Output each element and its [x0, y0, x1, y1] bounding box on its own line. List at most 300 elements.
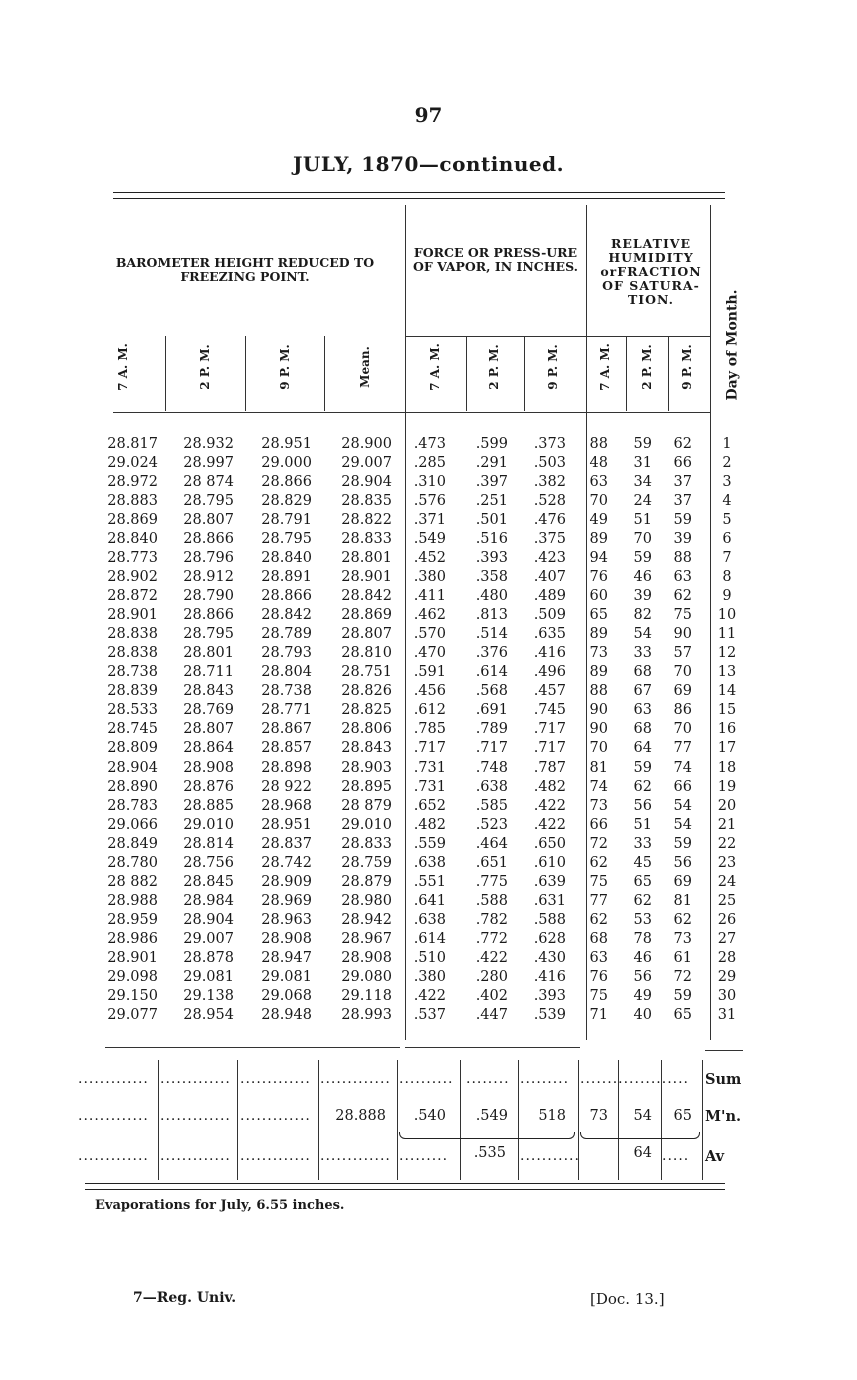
day-cell: 2 [722, 455, 732, 472]
day-cell: 6 [722, 531, 732, 548]
table-cell: 28.773 [107, 550, 158, 567]
sum-label: Sum [705, 1071, 742, 1088]
day-cell: 5 [722, 512, 732, 529]
sum-div-5 [460, 1060, 461, 1180]
table-cell: 29.081 [183, 968, 234, 985]
table-cell: .549 [413, 531, 446, 548]
table-cell: 54 [673, 797, 692, 814]
table-cell: 29.000 [261, 455, 312, 472]
table-cell: 28.795 [261, 531, 312, 548]
table-cell: 75 [673, 607, 692, 624]
table-cell: 88 [589, 683, 608, 700]
col-header-hum-2pm: 2 P. M. [640, 344, 654, 390]
table-cell: 39 [673, 531, 692, 548]
col-div-2 [245, 336, 246, 411]
table-cell: 29.007 [183, 930, 234, 947]
table-cell: 31 [633, 455, 652, 472]
humidity-header: RELATIVE HUMIDITY orFRACTION OF SATURA-TION. [600, 236, 702, 307]
sum-dots: ......... [520, 1071, 570, 1087]
col-header-baro-7am: 7 A. M. [116, 343, 130, 391]
table-cell: 28.866 [183, 531, 234, 548]
table-cell: 70 [633, 531, 652, 548]
day-cell: 16 [717, 721, 737, 738]
day-cell: 23 [717, 854, 737, 871]
table-cell: .482 [413, 816, 446, 833]
table-cell: 59 [673, 987, 692, 1004]
table-cell: 73 [673, 930, 692, 947]
day-cell: 24 [717, 873, 737, 890]
table-cell: 28.769 [183, 702, 234, 719]
table-cell: .638 [413, 911, 446, 928]
table-cell: 57 [673, 645, 692, 662]
table-cell: 89 [589, 531, 608, 548]
table-cell: .651 [475, 854, 508, 871]
table-cell: .614 [413, 930, 446, 947]
table-cell: 28.796 [183, 550, 234, 567]
table-cell: 28 879 [341, 797, 392, 814]
day-cell: 27 [717, 930, 737, 947]
table-cell: 70 [673, 721, 692, 738]
table-cell: .470 [413, 645, 446, 662]
day-cell: 28 [717, 949, 737, 966]
table-cell: .503 [533, 455, 566, 472]
day-cell: 26 [717, 911, 737, 928]
table-cell: .480 [475, 588, 508, 605]
table-cell: .588 [475, 892, 508, 909]
day-cell: 10 [717, 607, 737, 624]
table-cell: 28.972 [107, 474, 158, 491]
table-cell: 88 [589, 436, 608, 452]
sum-div-3 [318, 1060, 319, 1180]
table-cell: .631 [533, 892, 566, 909]
table-cell: 28.742 [261, 854, 312, 871]
table-cell: .510 [413, 949, 446, 966]
table-cell: 75 [589, 873, 608, 890]
table-cell: 28.904 [107, 759, 158, 776]
table-cell: 28.829 [261, 493, 312, 510]
table-cell: 54 [673, 816, 692, 833]
table-cell: .464 [475, 835, 508, 852]
table-cell: 62 [589, 854, 608, 871]
table-cell: .591 [413, 664, 446, 681]
table-cell: .482 [533, 778, 566, 795]
table-cell: .380 [413, 569, 446, 586]
table-cell: .501 [475, 512, 508, 529]
table-cell: 28.902 [107, 569, 158, 586]
day-cell: 1 [722, 436, 732, 452]
table-cell: 70 [589, 493, 608, 510]
table-cell: 28.867 [261, 721, 312, 738]
table-cell: .473 [413, 436, 446, 452]
avg-dots: ......... [399, 1148, 449, 1164]
day-cell: 31 [717, 1006, 737, 1023]
table-cell: 28.898 [261, 759, 312, 776]
day-cell: 29 [717, 968, 737, 985]
table-cell: 28.783 [107, 797, 158, 814]
table-cell: 28.869 [107, 512, 158, 529]
table-cell: 28.947 [261, 949, 312, 966]
table-cell: 28.967 [341, 930, 392, 947]
avg-label: Av [705, 1148, 725, 1165]
table-cell: .717 [533, 721, 566, 738]
table-cell: .380 [413, 968, 446, 985]
table-cell: .422 [413, 987, 446, 1004]
table-cell: 45 [633, 854, 652, 871]
table-cell: .576 [413, 493, 446, 510]
table-cell: .775 [475, 873, 508, 890]
day-cell: 8 [722, 569, 732, 586]
table-cell: 28.809 [107, 740, 158, 757]
table-cell: 56 [673, 854, 692, 871]
avg-dots: ............. [320, 1148, 391, 1164]
day-cell: 7 [722, 550, 732, 567]
col-div-6 [626, 336, 627, 411]
table-cell: 28.866 [261, 474, 312, 491]
bottom-rule [85, 1183, 725, 1184]
table-cell: 28.969 [261, 892, 312, 909]
table-cell: 28.738 [261, 683, 312, 700]
sum-dots: ............. [320, 1071, 391, 1087]
table-cell: 77 [673, 740, 692, 757]
table-cell: .731 [413, 778, 446, 795]
table-cell: 28.866 [261, 588, 312, 605]
table-cell: 53 [633, 911, 652, 928]
table-cell: 28.833 [341, 531, 392, 548]
table-cell: .559 [413, 835, 446, 852]
table-cell: .376 [475, 645, 508, 662]
mean-label: M'n. [705, 1108, 742, 1125]
table-cell: 65 [673, 1006, 692, 1023]
table-cell: .813 [475, 607, 508, 624]
table-cell: .772 [475, 930, 508, 947]
col-div-5 [524, 336, 525, 411]
table-cell: .639 [533, 873, 566, 890]
table-cell: 29.077 [107, 1006, 158, 1023]
table-cell: .635 [533, 626, 566, 643]
mean-dots: ............. [240, 1108, 311, 1124]
table-cell: 28.837 [261, 835, 312, 852]
table-cell: 28.878 [183, 949, 234, 966]
table-cell: 29.010 [183, 816, 234, 833]
table-cell: 28.866 [183, 607, 234, 624]
table-cell: 28.793 [261, 645, 312, 662]
table-cell: 61 [673, 949, 692, 966]
table-cell: 28.789 [261, 626, 312, 643]
sum-dots: ........ [466, 1071, 510, 1087]
table-cell: .280 [475, 968, 508, 985]
table-cell: 65 [589, 607, 608, 624]
table-cell: .407 [533, 569, 566, 586]
table-cell: 28.845 [183, 873, 234, 890]
table-cell: 28.810 [341, 645, 392, 662]
mean-hum-9pm: 65 [673, 1108, 692, 1124]
sum-div-10 [702, 1060, 703, 1180]
table-cell: .422 [533, 797, 566, 814]
table-cell: 54 [633, 626, 652, 643]
table-cell: 71 [589, 1006, 608, 1023]
table-cell: 62 [633, 778, 652, 795]
table-cell: .457 [533, 683, 566, 700]
table-cell: 82 [633, 607, 652, 624]
table-cell: .411 [413, 588, 446, 605]
table-cell: 56 [633, 797, 652, 814]
table-cell: 62 [589, 911, 608, 928]
table-cell: 28.895 [341, 778, 392, 795]
table-cell: 66 [673, 455, 692, 472]
table-cell: .489 [533, 588, 566, 605]
table-cell: 28.908 [183, 759, 234, 776]
table-cell: .641 [413, 892, 446, 909]
table-cell: .371 [413, 512, 446, 529]
col-header-baro-9pm: 9 P. M. [278, 344, 292, 390]
table-cell: 28.864 [183, 740, 234, 757]
table-cell: 28.801 [341, 550, 392, 567]
table-cell: 29.007 [341, 455, 392, 472]
table-cell: 24 [633, 493, 652, 510]
table-cell: .310 [413, 474, 446, 491]
mean-hum-7am: 73 [589, 1108, 608, 1124]
table-cell: .789 [475, 721, 508, 738]
table-cell: .638 [413, 854, 446, 871]
table-cell: 28.801 [183, 645, 234, 662]
table-cell: 67 [633, 683, 652, 700]
bottom-rule-2 [85, 1189, 725, 1190]
table-cell: 28.795 [183, 493, 234, 510]
col-header-baro-mean: Mean. [358, 346, 372, 388]
table-cell: 70 [673, 664, 692, 681]
table-cell: .745 [533, 702, 566, 719]
table-cell: .638 [475, 778, 508, 795]
table-cell: 46 [633, 569, 652, 586]
table-cell: 28.904 [341, 474, 392, 491]
footer-right: [Doc. 13.] [590, 1290, 665, 1308]
table-cell: 28.904 [183, 911, 234, 928]
table-cell: 28.817 [107, 436, 158, 452]
table-cell: 28.951 [261, 436, 312, 452]
day-cell: 17 [717, 740, 737, 757]
day-cell: 9 [722, 588, 732, 605]
table-cell: .785 [413, 721, 446, 738]
table-cell: 68 [589, 930, 608, 947]
table-cell: 33 [633, 835, 652, 852]
table-cell: .568 [475, 683, 508, 700]
table-cell: 28.942 [341, 911, 392, 928]
table-cell: 46 [633, 949, 652, 966]
sum-div-1 [158, 1060, 159, 1180]
table-cell: .717 [533, 740, 566, 757]
table-cell: 28.984 [183, 892, 234, 909]
day-cell: 13 [717, 664, 737, 681]
day-cell: 25 [717, 892, 737, 909]
table-cell: 28.833 [341, 835, 392, 852]
table-cell: .516 [475, 531, 508, 548]
table-cell: 28.932 [183, 436, 234, 452]
table-cell: 59 [633, 759, 652, 776]
table-cell: 28.825 [341, 702, 392, 719]
table-cell: .509 [533, 607, 566, 624]
avg-dots: ..... [662, 1148, 690, 1164]
table-cell: 62 [673, 911, 692, 928]
table-cell: .782 [475, 911, 508, 928]
table-cell: 37 [673, 474, 692, 491]
table-cell: 28.826 [341, 683, 392, 700]
table-cell: 28.807 [183, 512, 234, 529]
col-header-vapor-7am: 7 A. M. [428, 343, 442, 391]
table-cell: 28.839 [107, 683, 158, 700]
table-cell: .523 [475, 816, 508, 833]
table-cell: 34 [633, 474, 652, 491]
table-cell: .612 [413, 702, 446, 719]
table-cell: 28.804 [261, 664, 312, 681]
sum-dots: ............. [78, 1071, 149, 1087]
table-cell: .476 [533, 512, 566, 529]
table-cell: 28.759 [341, 854, 392, 871]
table-cell: 28.756 [183, 854, 234, 871]
table-cell: 28.951 [261, 816, 312, 833]
table-cell: 90 [673, 626, 692, 643]
table-cell: 28.771 [261, 702, 312, 719]
table-cell: 40 [633, 1006, 652, 1023]
table-cell: 28.857 [261, 740, 312, 757]
table-cell: 28.806 [341, 721, 392, 738]
table-cell: 89 [589, 664, 608, 681]
table-cell: 28.903 [341, 759, 392, 776]
day-cell: 14 [717, 683, 737, 700]
table-cell: 28.876 [183, 778, 234, 795]
avg-dots: ............. [78, 1148, 149, 1164]
table-cell: 33 [633, 645, 652, 662]
table-cell: .717 [475, 740, 508, 757]
table-cell: .610 [533, 854, 566, 871]
table-cell: 81 [589, 759, 608, 776]
table-cell: 28.533 [107, 702, 158, 719]
table-cell: 62 [673, 436, 692, 452]
table-cell: 28.822 [341, 512, 392, 529]
col-div-7 [668, 336, 669, 411]
table-cell: .393 [475, 550, 508, 567]
table-cell: .422 [533, 816, 566, 833]
vapor-brace [399, 1132, 575, 1139]
table-cell: 94 [589, 550, 608, 567]
day-cell: 11 [717, 626, 737, 643]
mean-dots: ............. [160, 1108, 231, 1124]
footer-rule-baro [105, 1047, 400, 1048]
table-cell: .423 [533, 550, 566, 567]
avg-dots: ............. [160, 1148, 231, 1164]
table-cell: 28.901 [107, 607, 158, 624]
table-cell: 69 [673, 873, 692, 890]
table-cell: 29.068 [261, 987, 312, 1004]
table-cell: 28.838 [107, 626, 158, 643]
table-cell: 81 [673, 892, 692, 909]
avg-humidity: 64 [633, 1145, 652, 1161]
table-cell: 28.959 [107, 911, 158, 928]
table-cell: 29.024 [107, 455, 158, 472]
sum-div-6 [518, 1060, 519, 1180]
mean-vapor-9pm: 518 [538, 1108, 566, 1124]
col-div-3 [324, 336, 325, 411]
table-cell: 28.840 [107, 531, 158, 548]
table-cell: 28.835 [341, 493, 392, 510]
table-cell: 68 [633, 664, 652, 681]
table-cell: 28.980 [341, 892, 392, 909]
table-cell: 65 [633, 873, 652, 890]
table-cell: .447 [475, 1006, 508, 1023]
table-cell: 59 [673, 835, 692, 852]
table-cell: 28.814 [183, 835, 234, 852]
table-cell: .539 [533, 1006, 566, 1023]
table-cell: 28.843 [183, 683, 234, 700]
sum-dots: ............. [240, 1071, 311, 1087]
table-cell: .285 [413, 455, 446, 472]
col-div-4 [466, 336, 467, 411]
table-cell: 28.954 [183, 1006, 234, 1023]
table-cell: .588 [533, 911, 566, 928]
table-cell: 29.066 [107, 816, 158, 833]
table-cell: 28.790 [183, 588, 234, 605]
table-cell: 28.842 [261, 607, 312, 624]
table-cell: .570 [413, 626, 446, 643]
table-cell: .691 [475, 702, 508, 719]
table-cell: .585 [475, 797, 508, 814]
table-cell: .358 [475, 569, 508, 586]
table-cell: .375 [533, 531, 566, 548]
table-cell: 37 [673, 493, 692, 510]
table-cell: 28.780 [107, 854, 158, 871]
table-cell: .416 [533, 968, 566, 985]
col-header-vapor-2pm: 2 P. M. [487, 344, 501, 390]
table-cell: 59 [633, 436, 652, 452]
table-cell: 28.807 [183, 721, 234, 738]
day-cell: 20 [717, 797, 737, 814]
day-cell: 19 [717, 778, 737, 795]
table-cell: 29.010 [341, 816, 392, 833]
table-cell: .551 [413, 873, 446, 890]
table-cell: 70 [589, 740, 608, 757]
table-cell: 49 [589, 512, 608, 529]
table-cell: 28.745 [107, 721, 158, 738]
table-cell: 28.908 [261, 930, 312, 947]
table-cell: .456 [413, 683, 446, 700]
humidity-brace [580, 1132, 700, 1139]
day-cell: 15 [717, 702, 737, 719]
evaporation-note: Evaporations for July, 6.55 inches. [95, 1198, 345, 1213]
table-cell: 28.901 [107, 949, 158, 966]
page-number: 97 [414, 103, 443, 127]
table-cell: 28.890 [107, 778, 158, 795]
table-cell: 63 [633, 702, 652, 719]
table-cell: 28.872 [107, 588, 158, 605]
col-div-1 [165, 336, 166, 411]
page-title: JULY, 1870—continued. [292, 152, 565, 176]
avg-vapor: .535 [473, 1145, 506, 1161]
table-cell: 60 [589, 588, 608, 605]
table-cell: .416 [533, 645, 566, 662]
table-cell: 73 [589, 797, 608, 814]
table-cell: 59 [673, 512, 692, 529]
table-cell: .251 [475, 493, 508, 510]
table-cell: 68 [633, 721, 652, 738]
table-cell: 28 882 [107, 873, 158, 890]
table-cell: 59 [633, 550, 652, 567]
table-cell: 29.098 [107, 968, 158, 985]
table-cell: 28.807 [341, 626, 392, 643]
table-cell: .452 [413, 550, 446, 567]
table-cell: 28.900 [341, 436, 392, 452]
table-cell: 29.118 [341, 987, 392, 1004]
table-cell: 28.840 [261, 550, 312, 567]
sum-dots: .......... [399, 1071, 454, 1087]
